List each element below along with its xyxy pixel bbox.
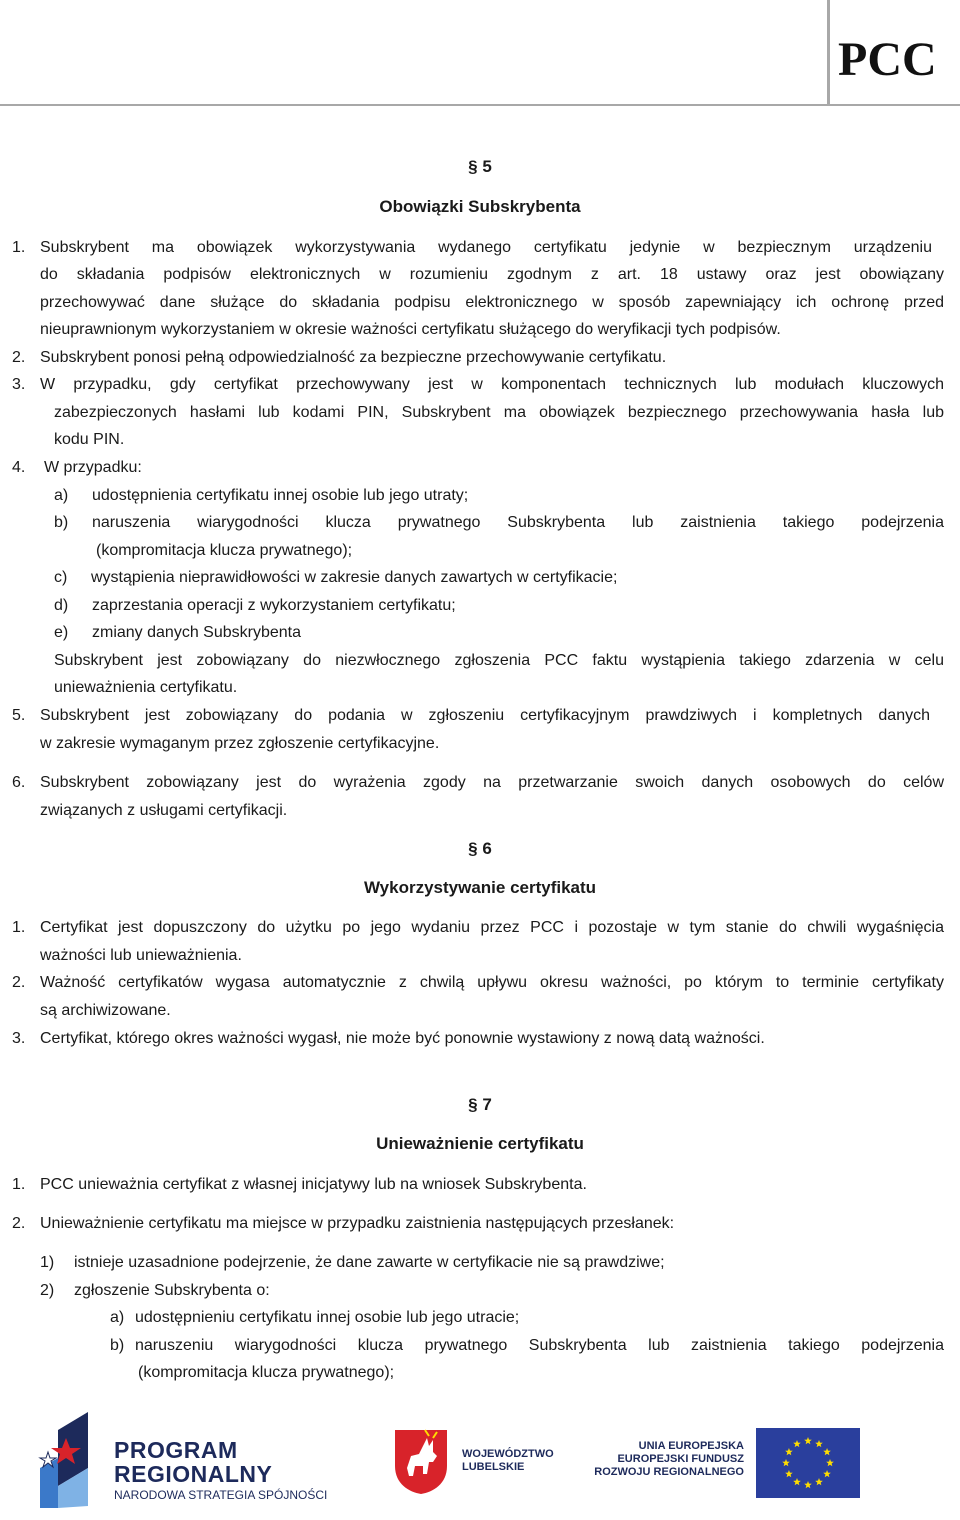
s5-p4-item-d-text: zaprzestania operacji z wykorzystaniem certyfikatu; — [92, 597, 456, 614]
program-regionalny-line1: PROGRAM — [114, 1437, 238, 1463]
brand-logo-text: PCC — [838, 33, 937, 86]
s5-p5-line1: Subskrybent jest zobowiązany do podania w zgłoszeniu certyfikacyjnym prawdziwych i kompletnych danych — [40, 707, 930, 724]
s5-p1-number: 1. — [12, 239, 26, 256]
s7-list-2-number: 2) — [40, 1282, 55, 1299]
header-divider — [0, 104, 960, 106]
s7-sub-b-cont: (kompromitacja klucza prywatnego); — [138, 1364, 395, 1381]
s5-p4-item-c-text: wystąpienia nieprawidłowości w zakresie danych zawartych w certyfikacie; — [91, 569, 618, 586]
section-5-sign: § 5 — [468, 157, 492, 176]
wojewodztwo-line2: LUBELSKIE — [462, 1461, 525, 1473]
s7-p1-number: 1. — [12, 1176, 26, 1193]
s7-sub-a-mark: a) — [110, 1309, 125, 1326]
s7-list-2-text: zgłoszenie Subskrybenta o: — [74, 1282, 270, 1299]
s6-p2-line1: Ważność certyfikatów wygasa automatycznie z chwilą upływu okresu ważności, po którym to terminie certyfikaty — [40, 974, 944, 991]
s6-p1-line2: ważności lub unieważnienia. — [40, 947, 242, 964]
section-6-title: Wykorzystywanie certyfikatu — [363, 878, 597, 897]
s5-p4-item-d-mark: d) — [54, 597, 69, 614]
s6-p1-line1: Certyfikat jest dopuszczony do użytku po jego wydaniu przez PCC i pozostaje w tym stanie do chwili wygaśnięcia — [40, 919, 944, 936]
header-divider-vertical — [827, 0, 830, 106]
s5-p4-item-b-mark: b) — [54, 514, 69, 531]
s6-p2-number: 2. — [12, 974, 26, 991]
eu-flag-icon — [756, 1428, 860, 1498]
s5-p2-number: 2. — [12, 349, 26, 366]
section-5-title: Obowiązki Subskrybenta — [379, 197, 581, 216]
s5-p3-line3: kodu PIN. — [54, 431, 125, 448]
s5-p4-item-a-mark: a) — [54, 487, 69, 504]
lubelskie-coat-of-arms-icon — [393, 1428, 449, 1496]
s5-p4-tail-line2: unieważnienia certyfikatu. — [54, 679, 238, 696]
s5-p3-number: 3. — [12, 376, 26, 393]
s5-p1-line3: przechowywać dane służące do składania podpisu elektronicznego w sposób zapewniający ich ochronę przed — [40, 294, 944, 311]
s5-p4-item-c-mark: c) — [54, 569, 68, 586]
wojewodztwo-line1: WOJEWÓDZTWO — [462, 1448, 554, 1460]
s7-list-1-number: 1) — [40, 1254, 55, 1271]
section-6-sign: § 6 — [468, 839, 492, 858]
eu-text-line2: EUROPEJSKI FUNDUSZ — [617, 1453, 744, 1465]
s5-p6-number: 6. — [12, 774, 26, 791]
s7-p2-text: Unieważnienie certyfikatu ma miejsce w przypadku zaistnienia następujących przesłanek: — [40, 1215, 675, 1232]
s5-p2-text: Subskrybent ponosi pełną odpowiedzialność za bezpieczne przechowywanie certyfikatu. — [40, 349, 667, 366]
footer-logos — [0, 1400, 960, 1520]
s7-sub-b-mark: b) — [110, 1337, 125, 1354]
section-7-title: Unieważnienie certyfikatu — [376, 1134, 584, 1153]
eu-text-line1: UNIA EUROPEJSKA — [638, 1440, 744, 1452]
s5-p4-item-b-text: naruszenia wiarygodności klucza prywatnego Subskrybenta lub zaistnienia takiego podejrzenia — [92, 514, 944, 531]
s6-p2-line2: są archiwizowane. — [40, 1002, 171, 1019]
eu-text-line3: ROZWOJU REGIONALNEGO — [594, 1466, 744, 1478]
s5-p5-line2: w zakresie wymaganym przez zgłoszenie certyfikacyjne. — [40, 735, 440, 752]
s5-p5-number: 5. — [12, 707, 26, 724]
s5-p1-line4: nieuprawnionym wykorzystaniem w okresie ważności certyfikatu służącego do weryfikacji tych podpisów. — [40, 321, 781, 338]
s7-p1-text: PCC unieważnia certyfikat z własnej inicjatywy lub na wniosek Subskrybenta. — [40, 1176, 587, 1193]
program-regionalny-line2: REGIONALNY — [114, 1461, 273, 1487]
s6-p3-number: 3. — [12, 1030, 26, 1047]
s5-p6-line2: związanych z usługami certyfikacji. — [40, 802, 288, 819]
s7-sub-b-text: naruszeniu wiarygodności klucza prywatnego Subskrybenta lub zaistnienia takiego podejrzenia — [135, 1337, 944, 1354]
section-7-sign: § 7 — [468, 1095, 492, 1114]
s7-p2-number: 2. — [12, 1215, 26, 1232]
s5-p4-item-b-cont: (kompromitacja klucza prywatnego); — [96, 542, 353, 559]
s7-sub-a-text: udostępnieniu certyfikatu innej osobie lub jego utracie; — [135, 1309, 520, 1326]
s5-p1-line1: Subskrybent ma obowiązek wykorzystywania wydanego certyfikatu jedynie w bezpiecznym urządzeniu — [40, 239, 932, 256]
s5-p6-line1: Subskrybent zobowiązany jest do wyrażenia zgody na przetwarzanie swoich danych osobowych do celów — [40, 774, 944, 791]
s6-p3-text: Certyfikat, którego okres ważności wygasł, nie może być ponownie wystawiony z nową datą ważności. — [40, 1030, 765, 1047]
s7-list-1-text: istnieje uzasadnione podejrzenie, że dane zawarte w certyfikacie nie są prawdziwe; — [74, 1254, 665, 1271]
s5-p4-item-e-text: zmiany danych Subskrybenta — [92, 624, 301, 641]
s5-p4-tail-line1: Subskrybent jest zobowiązany do niezwłocznego zgłoszenia PCC faktu wystąpienia takiego zdarzenia w celu — [54, 652, 944, 669]
s5-p4-item-e-mark: e) — [54, 624, 69, 641]
s6-p1-number: 1. — [12, 919, 26, 936]
program-regionalny-emblem — [36, 1408, 106, 1512]
s5-p4-number: 4. — [12, 459, 26, 476]
s5-p1-line2: do składania podpisów elektronicznych w rozumieniu zgodnym z art. 18 ustawy oraz jest obowiązany — [40, 266, 944, 283]
program-regionalny-line3: NARODOWA STRATEGIA SPÓJNOŚCI — [114, 1488, 328, 1502]
s5-p3-line2: zabezpieczonych hasłami lub kodami PIN, Subskrybent ma obowiązek bezpiecznego przechowywania hasła lub — [54, 404, 944, 421]
s5-p4-item-a-text: udostępnienia certyfikatu innej osobie lub jego utraty; — [92, 487, 469, 504]
s5-p4-intro: W przypadku: — [44, 459, 142, 476]
s5-p3-line1: W przypadku, gdy certyfikat przechowywany jest w komponentach technicznych lub modułach kluczowych — [40, 376, 944, 393]
